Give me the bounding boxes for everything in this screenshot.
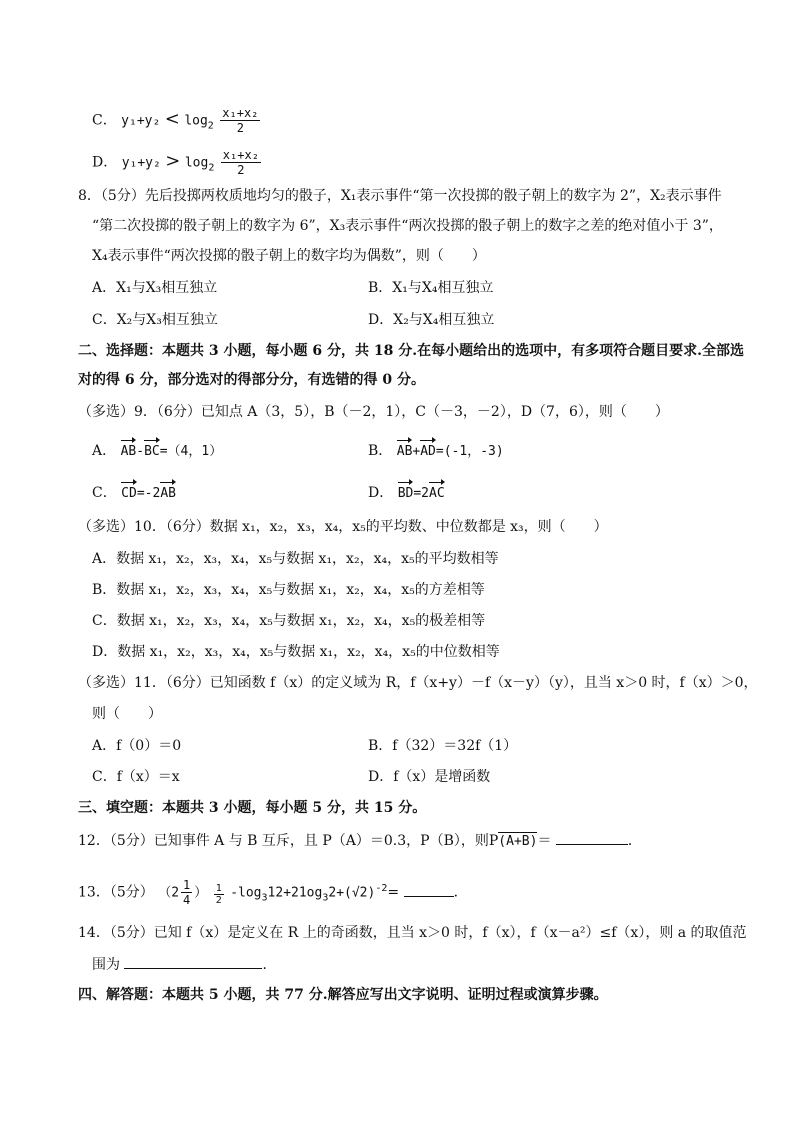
section2-heading-line2: 对的得 6 分，部分选对的得部分分，有选错的得 0 分。 [78,372,425,388]
sqrt-exponent: -2 [375,882,388,894]
q9-option-a [92,438,222,462]
q7-option-d [92,148,263,178]
operator: =2 [413,486,429,501]
lhs: y₁+y₂ [121,113,161,129]
q8-option-a: A．X₁与X₃相互独立 [92,280,218,296]
q7-option-c [92,106,262,136]
result: =（4，1） [159,444,223,459]
section4-heading: 四、解答题：本题共 5 小题，共 77 分.解答应写出文字说明、证明过程或演算步骤。 [78,987,608,1003]
q9-option-c [92,480,176,504]
lhs: y₁+y₂ [121,155,161,171]
q14-prefix: 围为 [92,957,120,973]
section3-heading: 三、填空题：本题共 3 小题，每小题 5 分，共 15 分。 [78,800,427,816]
numerator: x₁+x₂ [222,148,259,162]
q11-option-d: D．f（x）是增函数 [368,769,491,785]
q14-stem-line2 [92,954,276,975]
q12-prefix: 12．（5分）已知事件 A 与 B 互斥，且 P（A）＝0.3，P（B），则P [78,833,499,849]
q8-option-b: B．X₁与X₄相互独立 [368,280,494,296]
log-term-2: 12+21og [267,885,323,901]
end-period: ． [627,833,642,849]
relation: > [165,150,181,172]
q9-option-d [368,480,445,504]
vector-ad: AD [420,438,436,462]
mixed-fraction [181,878,192,907]
log-text: log [184,155,209,171]
equals-sign: ＝ [537,833,552,849]
vector-cd: CD [121,480,137,504]
option-label: B． [368,443,393,459]
q8-stem-line2: “第二次投掷的骰子朝上的数字为 6”，X₃表示事件“两次投掷的骰子朝上的数字之差的绝对值小于 3”， [92,218,723,234]
relation: < [164,108,180,130]
q8-option-d: D．X₂与X₄相互独立 [368,312,495,328]
q10-option-c: C．数据 x₁，x₂，x₃，x₄，x₅与数据 x₁，x₂，x₄，x₅的极差相等 [92,613,486,629]
equals-sign: = [387,884,400,901]
vector-ab: AB [397,438,413,462]
denominator: 4 [183,893,191,907]
log-base: 2 [207,120,214,132]
log-text: log [184,113,208,129]
q11-option-c: C．f（x）＝x [92,769,180,785]
q10-stem: （多选）10．（6分）数据 x₁，x₂，x₃，x₄，x₅的平均数、中位数都是 x₃，则（ ） [78,519,608,535]
q13-prefix: 13．（5分） [78,884,154,901]
vector-ab: AB [160,480,176,504]
denominator: 2 [236,121,244,135]
end-period: ． [262,957,277,973]
log-base-1: 3 [261,892,268,904]
q14-stem-line1: 14．（5分）已知 f（x）是定义在 R 上的奇函数，且当 x＞0 时，f（x），f（x－a²）≤f（x），则 a 的取值范 [78,925,747,941]
q11-option-a: A．f（0）＝0 [92,738,182,754]
overline-expression: (A+B) [498,834,538,849]
vector-ab: AB [121,438,137,462]
denominator: 2 [237,163,245,177]
open-paren: （2 [158,885,180,901]
section2-heading-line1: 二、选择题：本题共 3 小题，每小题 6 分，共 18 分.在每小题给出的选项中，有多项符合题目要求.全部选 [78,343,744,359]
q8-option-c: C．X₂与X₃相互独立 [92,312,218,328]
answer-blank[interactable] [404,882,454,897]
q10-option-a: A．数据 x₁，x₂，x₃，x₄，x₅与数据 x₁，x₂，x₄，x₅的平均数相等 [92,551,499,567]
q10-option-b: B．数据 x₁，x₂，x₃，x₄，x₅与数据 x₁，x₂，x₄，x₅的方差相等 [92,582,485,598]
operator: + [412,444,421,459]
q11-stem: （多选）11．（6分）已知函数 f（x）的定义域为 R，f（x+y）－f（x－y）（y），且当 x＞0 时，f（x）＞0， [78,675,758,691]
answer-blank[interactable] [124,954,262,969]
option-label: D． [368,485,394,501]
vector-bc: BC [144,438,160,462]
q9-stem: （多选）9．（6分）已知点 A（3，5），B（－2，1），C（－3，－2），D（7，6），则（ ） [78,404,669,420]
numerator: 1 [183,878,191,892]
exponent-fraction [214,883,224,906]
operator: =-2 [136,486,161,501]
vector-ac: AC [429,480,445,504]
q12-line [78,830,642,852]
option-label: C． [92,485,117,501]
q11-option-b: B．f（32）＝32f（1） [368,738,518,754]
q8-stem-line1: 8．（5分）先后投掷两枚质地均匀的骰子，X₁表示事件“第一次投掷的骰子朝上的数字为 2”，X₂表示事件 [78,188,722,204]
fraction [221,148,261,177]
numerator: x₁+x₂ [222,106,259,120]
sqrt-term: 2+(√2) [328,885,376,901]
numerator: 1 [215,882,222,894]
denominator: 2 [215,894,222,906]
q9-option-b [368,438,504,462]
option-label: A． [92,443,117,459]
option-label: C． [92,112,117,129]
log-base: 2 [208,162,215,174]
q10-option-d: D．数据 x₁，x₂，x₃，x₄，x₅与数据 x₁，x₂，x₄，x₅的中位数相等 [92,644,500,660]
q11-stem-line2: 则（ ） [92,706,162,722]
log-base-2: 3 [322,892,329,904]
close-paren: ） [194,885,208,901]
fraction [220,106,260,135]
q8-stem-line3: X₄表示事件“两次投掷的骰子朝上的数字均为偶数”，则（ ） [92,248,486,264]
vector-bd: BD [398,480,414,504]
log-term-1: -log [230,885,262,901]
option-label: D． [92,154,118,171]
q13-line [78,878,468,908]
end-period: ． [453,884,468,901]
operator: - [136,444,145,459]
answer-blank[interactable] [556,830,628,845]
result: =(-1，-3) [435,444,504,459]
